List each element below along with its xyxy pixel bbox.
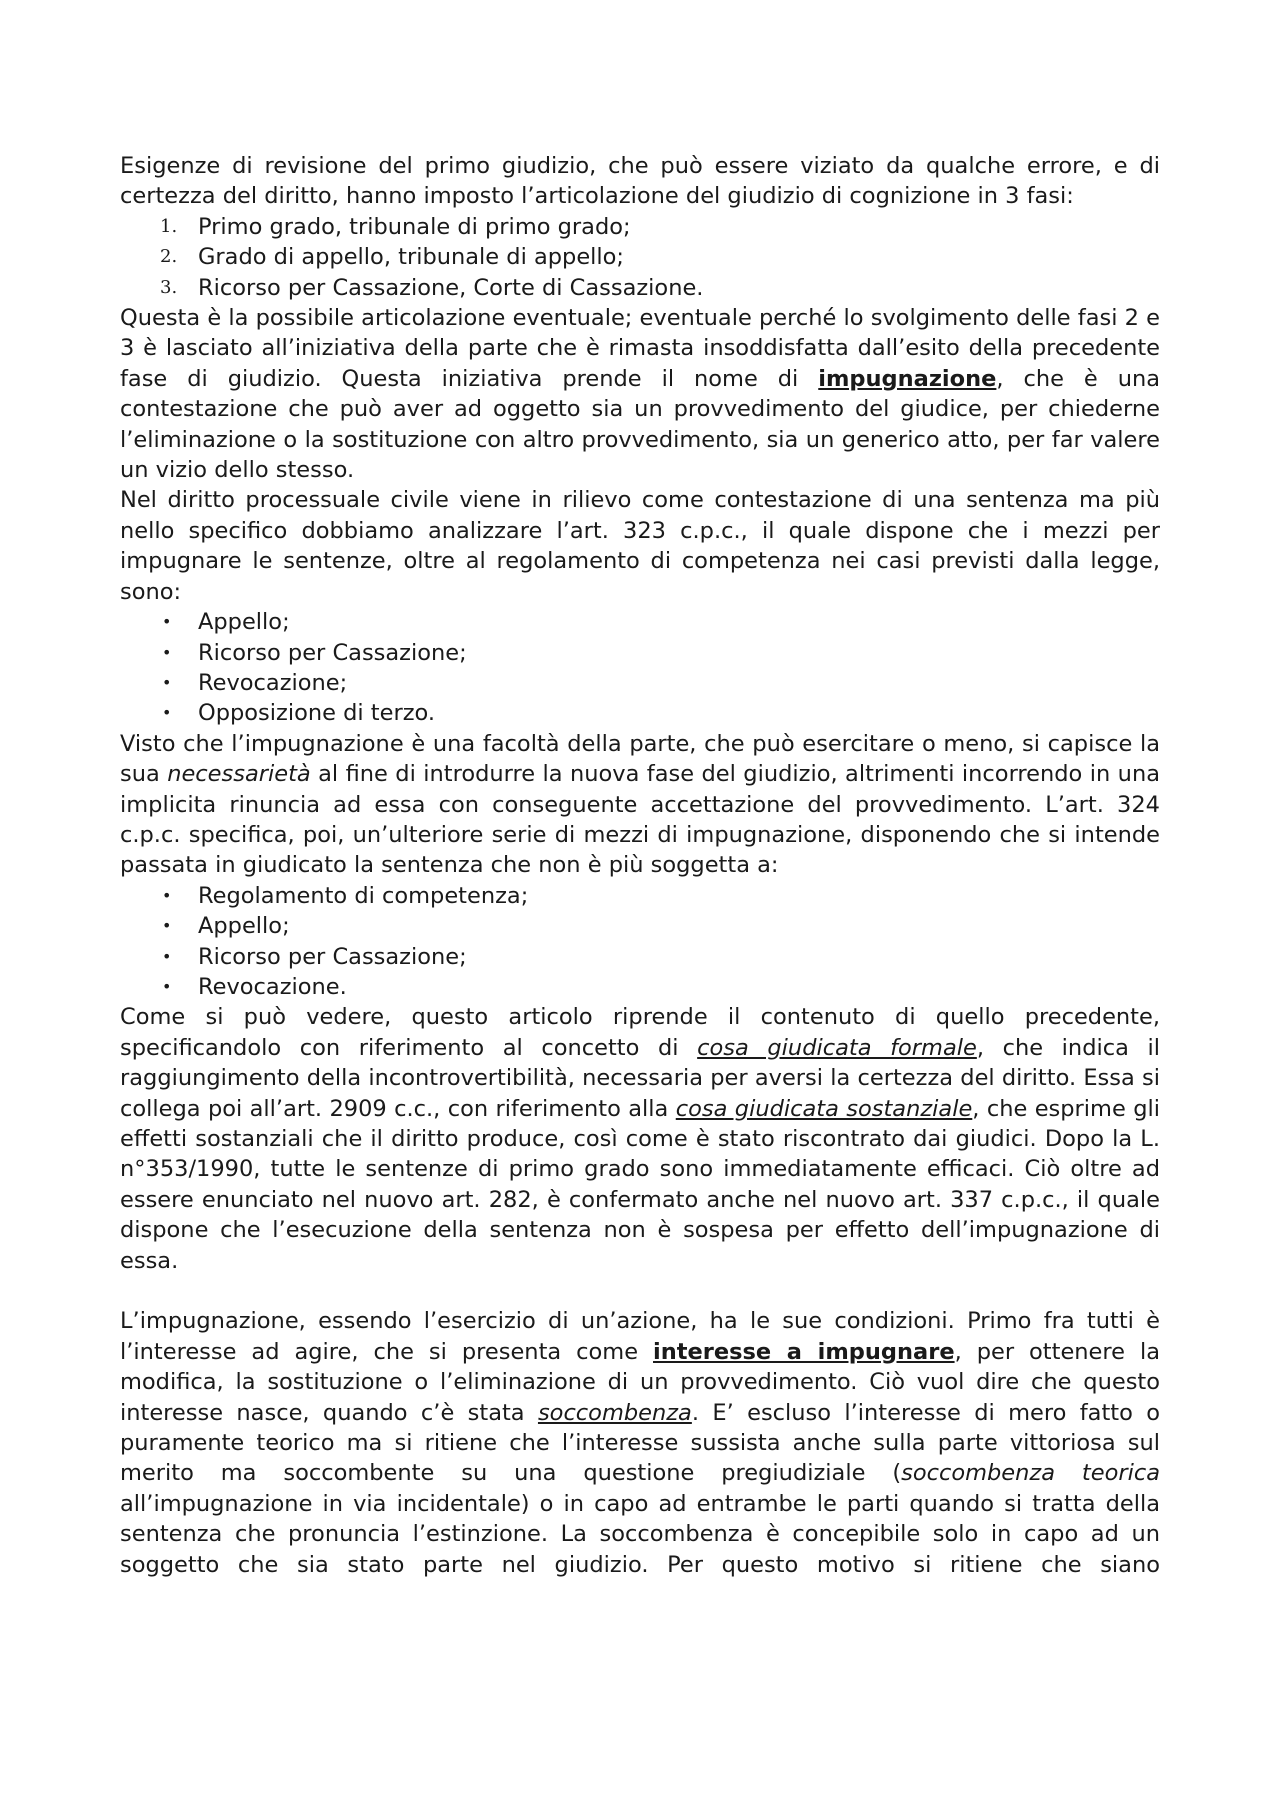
term-interesse-a-impugnare: interesse a impugnare [653, 1338, 955, 1365]
bullet-icon: • [162, 916, 172, 936]
text-run: al fine di introdurre la nuova fase del giudizio, altrimenti incorrendo in una implicita rinuncia ad essa con conseguente accettazione del provvedimento. L’art. 324 c.p.c. specifica, poi, un’ulteriore serie di mezzi di impugnazione, disponendo che si intende passata in giudicato la sentenza che non è più soggetta a: [120, 761, 1160, 879]
text-run: Visto che l’impugnazione è una facoltà della parte, che può esercitare o meno, si capisce la sua [120, 730, 1160, 788]
term-cosa-giudicata-sostanziale: cosa giudicata sostanziale [675, 1095, 973, 1122]
bullet-icon: • [162, 672, 172, 692]
list-item-text: Regolamento di competenza; [198, 882, 529, 909]
term-impugnazione: impugnazione [818, 365, 997, 392]
bullet-icon: • [162, 976, 172, 996]
list-item [120, 668, 1160, 698]
list-marker: 3. [160, 276, 178, 298]
term-soccombenza: soccombenza [537, 1399, 692, 1426]
text-run: , che esprime gli effetti sostanziali che il diritto produce, così come è stato riscontrato dai giudici. Dopo la L. n°353/1990, tutte le sentenze di primo grado sono immediatamente efficaci. Ciò oltre ad essere enunciato nel nuovo art. 282, è confermato anche nel nuovo art. 337 c.p.c., il quale dispone che l’esecuzione della sentenza non è sospesa per effetto dell’impugnazione di essa. [120, 1095, 1160, 1274]
list-item-text: Revocazione; [198, 669, 348, 696]
text-run: , che è una contestazione che può aver ad oggetto sia un provvedimento del giudice, per chiederne l’eliminazione o la sostituzione con altro provvedimento, sia un generico atto, per far valere un vizio dello stesso. [120, 365, 1160, 484]
text-run: L’impugnazione, essendo l’esercizio di un’azione, ha le sue condizioni. Primo fra tutti è l’interesse ad agire, che si presenta come [120, 1308, 1160, 1365]
list-item-text: Primo grado, tribunale di primo grado; [198, 213, 631, 240]
list-item [120, 911, 1160, 941]
list-item [120, 273, 1160, 303]
list-item-text: Opposizione di terzo. [198, 700, 436, 727]
paragraph-intro: Esigenze di revisione del primo giudizio, che può essere viziato da qualche errore, e di certezza del diritto, hanno imposto l’articolazione del giudizio di cognizione in 3 fasi: [120, 153, 1160, 210]
list-marker: 2. [160, 246, 178, 268]
list-item [120, 607, 1160, 637]
list-item-text: Ricorso per Cassazione; [198, 943, 467, 970]
numbered-list-phases [120, 212, 1160, 303]
bullet-icon: • [162, 703, 172, 723]
list-item-text: Ricorso per Cassazione; [198, 639, 467, 666]
list-item [120, 881, 1160, 911]
text-run: , per ottenere la modifica, la sostituzione o l’eliminazione di un provvedimento. Ciò vuol dire che questo interesse nasce, quando c’è stata [120, 1338, 1160, 1426]
bullet-list-art-324 [120, 881, 1160, 1003]
bullet-icon: • [162, 612, 172, 632]
term-necessarieta: necessarietà [167, 761, 311, 788]
list-item [120, 242, 1160, 272]
bullet-list-art-323 [120, 607, 1160, 729]
list-item [120, 212, 1160, 242]
list-item [120, 638, 1160, 668]
list-item-text: Appello; [198, 609, 290, 636]
list-item-text: Grado di appello, tribunale di appello; [198, 244, 625, 271]
text-run: . E’ escluso l’interesse di mero fatto o puramente teorico ma si ritiene che l’interesse sussista anche sulla parte vittoriosa sul merito ma soccombente su una questione pregiudiziale ( [120, 1399, 1161, 1487]
text-run: Questa è la possibile articolazione eventuale; eventuale perché lo svolgimento delle fasi 2 e 3 è lasciato all’iniziativa della parte che è rimasta insoddisfatta dall’esito della precedente fase di giudizio. Questa iniziativa prende il nome di [120, 305, 1160, 392]
bullet-icon: • [162, 642, 172, 662]
document-page [120, 151, 1160, 1580]
list-item-text: Revocazione. [198, 973, 347, 1000]
term-soccombenza-teorica: soccombenza teorica [901, 1460, 1160, 1487]
paragraph-interesse [120, 1306, 1160, 1580]
paragraph-spacer [120, 1276, 1160, 1306]
list-item-text: Appello; [198, 913, 290, 940]
text-run: Come si può vedere, questo articolo riprende il contenuto di quello precedente, specificandolo con riferimento al concetto di [120, 1004, 1160, 1061]
list-marker: 1. [160, 215, 178, 237]
paragraph-cosa-giudicata [120, 1002, 1160, 1276]
bullet-icon: • [162, 885, 172, 905]
text-run: all’impugnazione in via incidentale) o in capo ad entrambe le parti quando si tratta della sentenza che pronuncia l’estinzione. La soccombenza è concepibile solo in capo ad un soggetto che sia stato parte nel giudizio. Per questo motivo si ritiene che siano [120, 1490, 1160, 1578]
list-item [120, 698, 1160, 728]
text-run: , che indica il raggiungimento della incontrovertibilità, necessaria per aversi la certezza del diritto. Essa si collega poi all’art. 2909 c.c., con riferimento alla [120, 1034, 1160, 1122]
list-item-text: Ricorso per Cassazione, Corte di Cassazione. [198, 274, 704, 301]
bullet-icon: • [162, 946, 172, 966]
paragraph-art-324 [120, 729, 1160, 881]
list-item [120, 942, 1160, 972]
paragraph-art-323: Nel diritto processuale civile viene in rilievo come contestazione di una sentenza ma più nello specifico dobbiamo analizzare l’art. 323 c.p.c., il quale dispone che i mezzi per impugnare le sentenze, oltre al regolamento di competenza nei casi previsti dalla legge, sono: [120, 487, 1160, 605]
list-item [120, 972, 1160, 1002]
paragraph-impugnazione [120, 303, 1160, 485]
term-cosa-giudicata-formale: cosa giudicata formale [697, 1034, 977, 1061]
